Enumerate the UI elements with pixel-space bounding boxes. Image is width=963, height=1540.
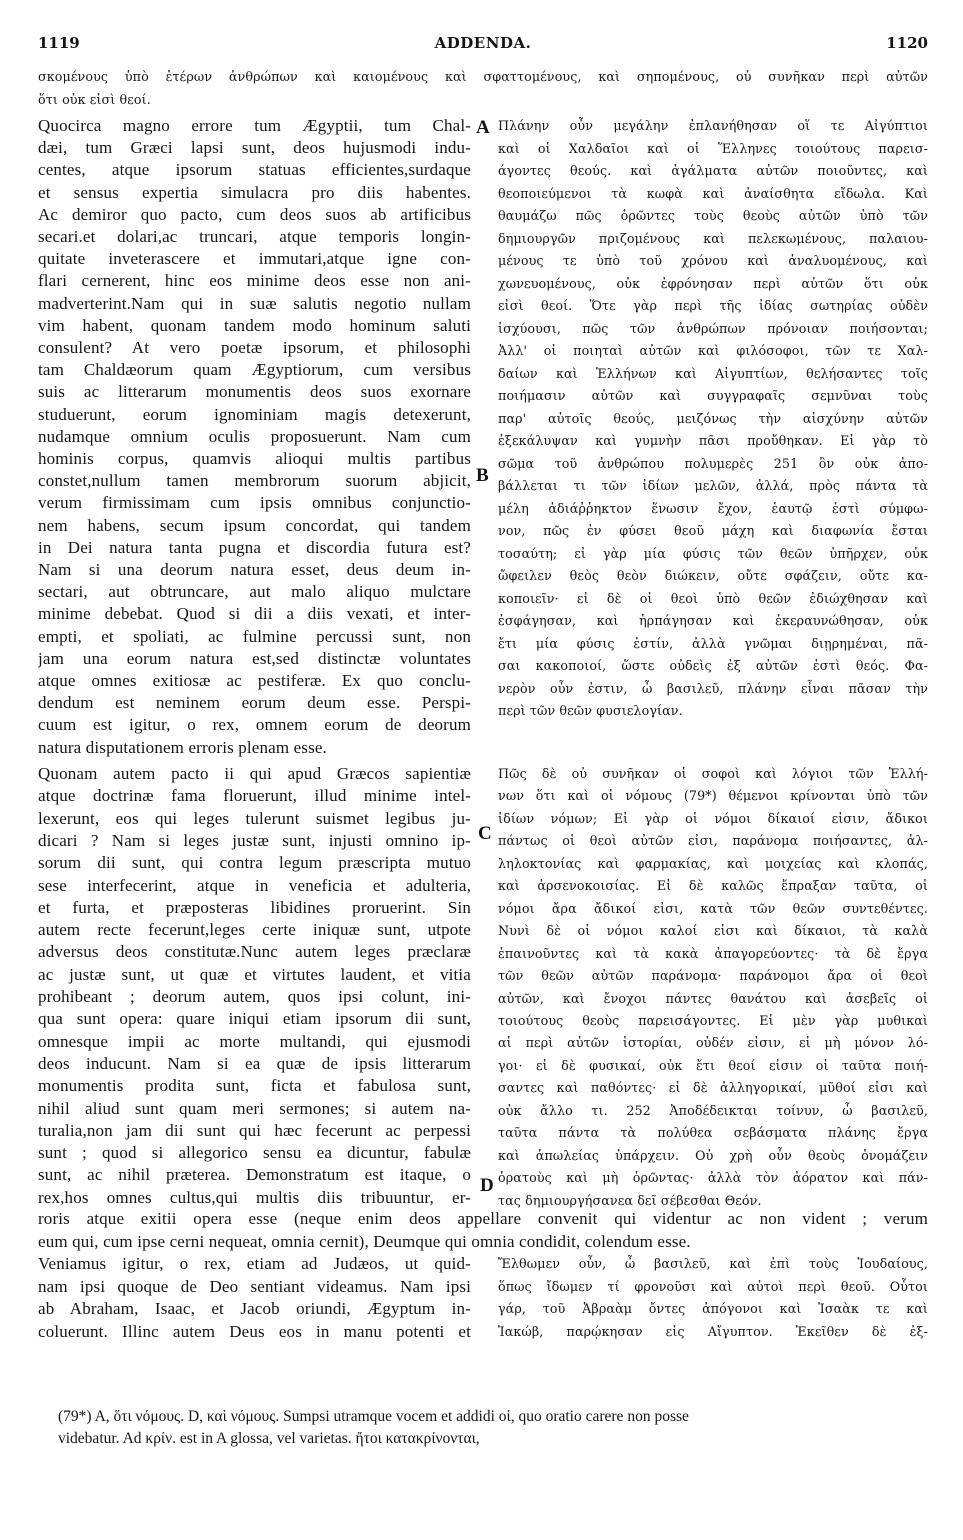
latin-paragraph-1-line: flari cernerent, hinc eos minime deos esse non ani- [38, 271, 471, 291]
latin-paragraph-3-line: coluerunt. Illinc autem Deus eos in manu potenti et [38, 1321, 471, 1341]
latin-paragraph-1-line: et sensus expertia simulacra pro diis habentes. [38, 182, 471, 202]
margin-letter-d: D [480, 1175, 494, 1196]
greek-paragraph-2-line: ὁρατοὺς καὶ μὴ ὁρῶντας· ἀλλὰ τὸν ἀόρατον καὶ πάν- [498, 1170, 928, 1186]
greek-paragraph-2-line: καὶ ἀπωλείας ὑπάρχειν. Οὐ χρὴ οὖν θεοὺς ὀνομάζειν [498, 1147, 928, 1163]
latin-paragraph-2-line: omnesque impii ac morte multandi, qui ejusmodi [38, 1031, 471, 1051]
footnote-line: videbatur. Ad κρίν. est in A glossa, vel varietas. ἤτοι κατακρίνονται, [58, 1430, 480, 1447]
latin-paragraph-2-line: atque doctrinæ fama floruerunt, illud minime intel- [38, 786, 471, 806]
greek-paragraph-1-line: βάλλεται τι τῶν ἰδίων μελῶν, ἀλλά, πρὸς πάντα τὰ [498, 478, 928, 493]
greek-paragraph-1-line: νον, πῶς ἐν φύσει θεοῦ μάχη καὶ διαφωνία ἔσται [498, 523, 928, 538]
latin-paragraph-1-line: constet,nullum tamen membrorum suorum abjicit, [38, 471, 471, 491]
greek-paragraph-1-line: νερὸν οὖν ἐστιν, ὦ βασιλεῦ, πλάνην εἶναι πᾶσαν τὴν [498, 680, 928, 696]
greek-paragraph-2-line: Πῶς δὲ οὐ συνῆκαν οἱ σοφοὶ καὶ λόγιοι τῶν Ἑλλή- [498, 766, 928, 781]
latin-paragraph-1-line: Nam si una deorum natura esset, deus deum in- [38, 560, 471, 579]
latin-paragraph-1-line: madverterint.Nam qui in suæ salutis negotio nullam [38, 293, 471, 313]
latin-paragraph-2-line: et furta, et præposteras libidines proruerint. Sin [38, 897, 471, 917]
greek-paragraph-1-line: τοσαύτη; εἰ γὰρ μία φύσις τῶν θεῶν ὑπῆρχεν, οὐκ [498, 545, 928, 561]
footnote [58, 1406, 938, 1450]
greek-paragraph-1-line: εἰσὶ θεοί. Ὅτε γὰρ περὶ τῆς ἰδίας σωτηρίας οὐδὲν [498, 298, 928, 313]
greek-paragraph-1-line: Πλάνην οὖν μεγάλην ἐπλανήθησαν οἵ τε Αἰγύπτιοι [498, 118, 928, 133]
greek-paragraph-1-line: ὤφειλεν θεὸς θεὸν διώκειν, οὔτε σφάζειν, οὔτε κα- [498, 568, 928, 583]
greek-continuation-line: σκομένους ὑπὸ ἑτέρων ἀνθρώπων καὶ καιομένους καὶ σφαττομένους, καὶ σηπομένους, οὐ συνῆκαν περὶ αὐτῶν [38, 69, 928, 84]
latin-paragraph-1-line: empti, et spoliati, ac fulmine percussi sunt, non [38, 626, 471, 646]
greek-paragraph-2-line: ἐπαινοῦντες καὶ τὰ κακὰ ἀπαγορεύοντες· τὰ δὲ ἔργα [498, 945, 928, 961]
latin-paragraph-2-line: turalia,non jam dii sunt qui hæc fecerunt ac perpessi [38, 1120, 471, 1140]
latin-paragraph-1-line: centes, atque ipsorum statuas efficientes,surdaque [38, 160, 471, 180]
greek-paragraph-1-line: θεοποιεύμενοι τὰ κωφὰ καὶ ἀναίσθητα εἴδωλα. Καὶ [498, 185, 928, 201]
latin-paragraph-1-line: sectari, aut obtruncare, aut malo aliquo mulctare [38, 582, 471, 602]
latin-paragraph-1-line: Quocirca magno errore tum Ægyptii, tum Chal- [38, 116, 471, 135]
greek-paragraph-2-line: νόμοι ἄρα ἄδικοί εἰσι, κατὰ τῶν θεῶν συντεθέντες. [498, 900, 928, 916]
greek-paragraph-3-line: γάρ, τοῦ Ἀβραὰμ ὄντες ἀπόγονοι καὶ Ἰσαὰκ τε καὶ [498, 1301, 928, 1316]
greek-paragraph-2-line: καὶ ἀρσενοκοισίας. Εἰ δὲ καλῶς ἔπραξαν ταῦτα, οἱ [498, 878, 928, 894]
latin-paragraph-1-line: natura disputationem erroris plenam esse. [38, 737, 327, 757]
greek-paragraph-2-line: οὐκ ἄλλο τι. 252 Ἀποδέδεικται τοίνυν, ὦ βασιλεῦ, [498, 1102, 928, 1118]
greek-paragraph-2-line: νων ὅτι καὶ οἱ νόμους (79*) θέμενοι κρίνονται ὑπὸ τῶν [498, 788, 928, 804]
greek-paragraph-1-line: σαι κακοποιοί, ὥστε οὐδεὶς ἐξ αὐτῶν ἐστὶ θεός. Φα- [498, 658, 928, 673]
greek-paragraph-1-line: Ἀλλ' οἱ ποιηταὶ αὐτῶν καὶ φιλόσοφοι, τῶν τε Χαλ- [498, 343, 928, 358]
greek-paragraph-2-line: σαντες καὶ παθόντες· εἰ δὲ ἀλληγορικαί, μῦθοί εἰσι καὶ [498, 1080, 928, 1096]
latin-paragraph-1-line: dæi, tum Græci lapsi sunt, deos hujusmodi indu- [38, 138, 471, 158]
margin-letter-b: B [476, 465, 489, 486]
greek-paragraph-1-line: ποιήμασιν αὐτῶν καὶ συγγραφαῖς σεμνῦναι τοὺς [498, 388, 928, 403]
latin-paragraph-1-line: atque omnes exitiosæ ac pestiferæ. Ex quo conclu- [38, 671, 471, 690]
latin-paragraph-2-line: monumentis prodita sunt, ficta et fabulosa sunt, [38, 1076, 471, 1096]
latin-paragraph-2-line: sorum dii sunt, qui contra legum præscripta mutuo [38, 853, 471, 873]
latin-paragraph-1-line: cuum est igitur, o rex, omnem eorum de deorum [38, 715, 471, 735]
latin-paragraph-2-line: sunt ; quod si allegorico sensu ea dicuntur, fabulæ [38, 1143, 471, 1163]
latin-paragraph-2-line: dicari ? Nam si leges justæ sunt, injusti omnino ip- [38, 830, 471, 850]
right-column-number: 1120 [886, 34, 928, 52]
greek-paragraph-2-line: ἰδίων νόμων; Εἰ γὰρ οἱ νόμοι δίκαιοί εἰσιν, ἄδικοι [498, 810, 928, 826]
greek-paragraph-1-line: ἐσφάγησαν, καὶ ἡρπάγησαν καὶ ἐκεραυνώθησαν, οὐκ [498, 613, 928, 628]
greek-paragraph-2-line: ταῦτα πάντα τὰ πολύθεα σεβάσματα πλάνης ἔργα [498, 1125, 928, 1141]
greek-paragraph-3-line: Ἰακώβ, παρῴκησαν εἰς Αἴγυπτον. Ἐκεῖθεν δὲ ἐξ- [498, 1323, 928, 1339]
latin-paragraph-1-line: quitate inveterascere et immutari,atque igne con- [38, 249, 471, 269]
greek-paragraph-2-line: τας δημιουργήσανεα δεῖ σέβεσθαι Θεόν. [498, 1192, 762, 1208]
latin-paragraph-2-line: adversus deos constitutæ.Nunc autem leges præclaræ [38, 942, 471, 962]
latin-paragraph-1-line: in Dei natura tanta pugna et discordia futura est? [38, 537, 471, 557]
latin-paragraph-1-line: verum firmissimam cum ipsis omnibus conjunctio- [38, 493, 471, 513]
latin-paragraph-2-line: ac justæ sunt, ut quæ et virtutes laudent, et vitia [38, 964, 471, 984]
latin-paragraph-1-line: studuerunt, eorum ignominiam magis detexerunt, [38, 404, 471, 424]
greek-paragraph-1-line: ἔτι μία φύσις ἐστίν, ἀλλὰ γνῶμαι διῃρημέναι, πᾶ- [498, 635, 928, 651]
greek-continuation-line: ὅτι οὐκ εἰσὶ θεοί. [38, 91, 151, 107]
latin-paragraph-1-line: suis ac litterarum monumentis deos suos exornare [38, 382, 471, 402]
latin-paragraph-1-line: nem habens, secum ipsum concordat, qui tandem [38, 515, 471, 535]
latin-paragraph-3-line: nam ipsi quoque de Deo sentiant videamus. Nam ipsi [38, 1276, 471, 1296]
greek-paragraph-1-line: ἐξεκάλυψαν καὶ γυμνὴν πᾶσι προὔθηκαν. Εἰ γὰρ τὸ [498, 433, 928, 448]
latin-paragraph-1-line: secari.et dolari,ac truncari, atque temporis longin- [38, 227, 471, 246]
latin-paragraph-3-line: ab Abraham, Isaac, et Jacob oriundi, Ægyptum in- [38, 1299, 471, 1318]
left-column-number: 1119 [38, 34, 80, 52]
latin-full-width-line: roris atque exitii opera esse (neque enim deos appellare convenit qui videntur ac non vident ; verum [38, 1209, 928, 1228]
latin-paragraph-1-line: tam Chaldæorum quam Ægyptiorum, cum versibus [38, 360, 471, 380]
latin-paragraph-3-line: Veniamus igitur, o rex, etiam ad Judæos, ut quid- [38, 1254, 471, 1273]
greek-paragraph-1-line: καὶ οἱ Χαλδαῖοι καὶ οἱ Ἕλληνες τοιούτους παρεισ- [498, 140, 928, 156]
greek-paragraph-1-line: μένους τε ὑπὸ τοῦ χρόνου καὶ ἀναλυομένους, καὶ [498, 253, 928, 268]
greek-paragraph-3-line: Ἔλθωμεν οὖν, ὦ βασιλεῦ, καὶ ἐπὶ τοὺς Ἰουδαίους, [498, 1256, 928, 1271]
greek-paragraph-1-line: παρ' αὐτοῖς θεούς, μειζόνως τὴν αἰσχύνην αὐτῶν [498, 410, 928, 426]
greek-paragraph-1-line: χωνευομένους, οὐκ ἐφρόνησαν περὶ αὐτῶν ὅτι οὐκ [498, 275, 928, 291]
latin-paragraph-2-line: lexerunt, eos qui leges tulerunt suismet legibus ju- [38, 808, 471, 828]
latin-paragraph-2-line: sunt, ac nihil præterea. Demonstratum est itaque, o [38, 1165, 471, 1185]
latin-full-width-line: eum qui, cum ipse cerni nequeat, omnia cernit), Deumque qui omnia condidit, colendum esse. [38, 1231, 691, 1251]
latin-paragraph-1-line: dendum est neminem eorum deum esse. Perspi- [38, 693, 471, 713]
greek-paragraph-2-line: γοι· εἰ δὲ φυσικαί, οὐκ ἔτι θεοί εἰσιν οἱ ταῦτα ποιή- [498, 1057, 928, 1073]
latin-paragraph-1-line: vim habent, quonam tandem modo hominum saluti [38, 315, 471, 335]
latin-paragraph-2-line: sese interfecerint, atque in veneficia et adulteria, [38, 875, 471, 895]
greek-paragraph-1-line: περὶ τῶν θεῶν φυσιελογίαν. [498, 703, 683, 718]
greek-paragraph-1-line: μέλη ἀδιάῤῥηκτον ἕνωσιν ἔχον, ἑαυτῷ ἐστὶ σύμφω- [498, 500, 928, 516]
footnote-line: (79*) A, ὅτι νόμους. D, καὶ νόμους. Sumpsi utramque vocem et addidi οἱ, quo oratio carere non posse [58, 1408, 689, 1425]
latin-paragraph-2-line: qua sunt opera: quare iniqui etiam ipsorum dii sunt, [38, 1009, 471, 1029]
greek-paragraph-1-line: δημιουργῶν πριζομένους καὶ πελεκωμένους, παλαιου- [498, 230, 928, 246]
latin-paragraph-1-line: consulent? At vero poetæ ipsorum, et philosophi [38, 338, 471, 357]
latin-paragraph-1-line: minime debebat. Quod si dii a diis vexati, et inter- [38, 604, 471, 624]
greek-paragraph-2-line: αἱ περὶ αὐτῶν ἱστορίαι, οὐδέν εἰσιν, εἰ μὴ μόνον λό- [498, 1035, 928, 1051]
running-title: ADDENDA. [434, 34, 532, 52]
latin-paragraph-2-line: prohibeant ; deorum autem, quos ipsi colunt, ini- [38, 987, 471, 1006]
greek-paragraph-1-line: κοποιεῖν· εἰ δὲ οἱ θεοὶ ὑπὸ θεῶν ἐδιώχθησαν καὶ [498, 590, 928, 606]
latin-paragraph-2-line: deos inducunt. Nam si ea quæ de ipsis litterarum [38, 1053, 471, 1073]
greek-paragraph-2-line: τῶν θεῶν αὐτῶν παράνομα· παράνομοι ἄρα οἱ θεοὶ [498, 968, 928, 984]
greek-paragraph-1-line: ἰσχύουσι, πῶς τῶν ἀνθρώπων πρόνοιαν ποιήσονται; [498, 320, 928, 336]
margin-letter-c: C [478, 823, 492, 844]
greek-paragraph-3-line: ὅπως ἴδωμεν τί φρονοῦσι καὶ αὐτοὶ περὶ θεοῦ. Οὗτοι [498, 1278, 928, 1294]
latin-paragraph-1-line: Ac demiror quo pacto, cum deos suos ab artificibus [38, 204, 471, 224]
greek-paragraph-2-line: πάντως οἱ θεοὶ αὐτῶν εἰσι, παράνομα ποιήσαντες, ἀλ- [498, 833, 928, 849]
latin-paragraph-2-line: Quonam autem pacto ii qui apud Græcos sapientiæ [38, 764, 471, 783]
greek-paragraph-2-line: τοιούτους θεοὺς παρεισάγοντες. Εἰ μὲν γὰρ μυθικαὶ [498, 1012, 928, 1028]
latin-paragraph-1-line: jam una eorum natura est,sed distinctæ voluntates [38, 648, 471, 668]
latin-paragraph-2-line: nihil aliud sunt quam meri sermones; si autem na- [38, 1098, 471, 1118]
greek-paragraph-1-line: δαίων καὶ Ἑλλήνων καὶ Αἰγυπτίων, θελήσαντες τοῖς [498, 365, 928, 381]
margin-letter-a: A [476, 117, 490, 138]
latin-paragraph-2-line: rex,hos omnes cultus,qui multis diis tribuuntur, er- [38, 1187, 471, 1207]
greek-paragraph-1-line: θαυμάζω πῶς ὁρῶντες τοὺς θεοὺς αὐτῶν ὑπὸ τῶν [498, 208, 928, 223]
latin-paragraph-2-line: autem recte fecerunt,leges certe iniquæ sunt, utpote [38, 920, 471, 940]
greek-paragraph-1-line: σῶμα τοῦ ἀνθρώπου πολυμερὲς 251 ὂν οὐκ ἀπο- [498, 455, 928, 471]
latin-paragraph-1-line: hominis corpus, quamvis alioqui multis partibus [38, 449, 471, 468]
latin-paragraph-1-line: nudamque omnium oculis proposuerunt. Nam cum [38, 426, 471, 446]
greek-paragraph-2-line: αὐτῶν, καὶ ἔνοχοι πάντες θανάτου καὶ ἀσεβεῖς οἱ [498, 990, 928, 1006]
greek-paragraph-2-line: Νυνὶ δὲ οἱ νόμοι καλοί εἰσι καὶ δίκαιοι, τὰ καλὰ [498, 923, 928, 939]
greek-paragraph-2-line: ληλοκτονίας καὶ φαρμακίας, καὶ μοιχείας καὶ κλοπάς, [498, 855, 928, 871]
greek-paragraph-1-line: άγοντες θεούς. καὶ ἀγάλματα αὐτῶν ποιοῦντες, καὶ [498, 163, 928, 178]
